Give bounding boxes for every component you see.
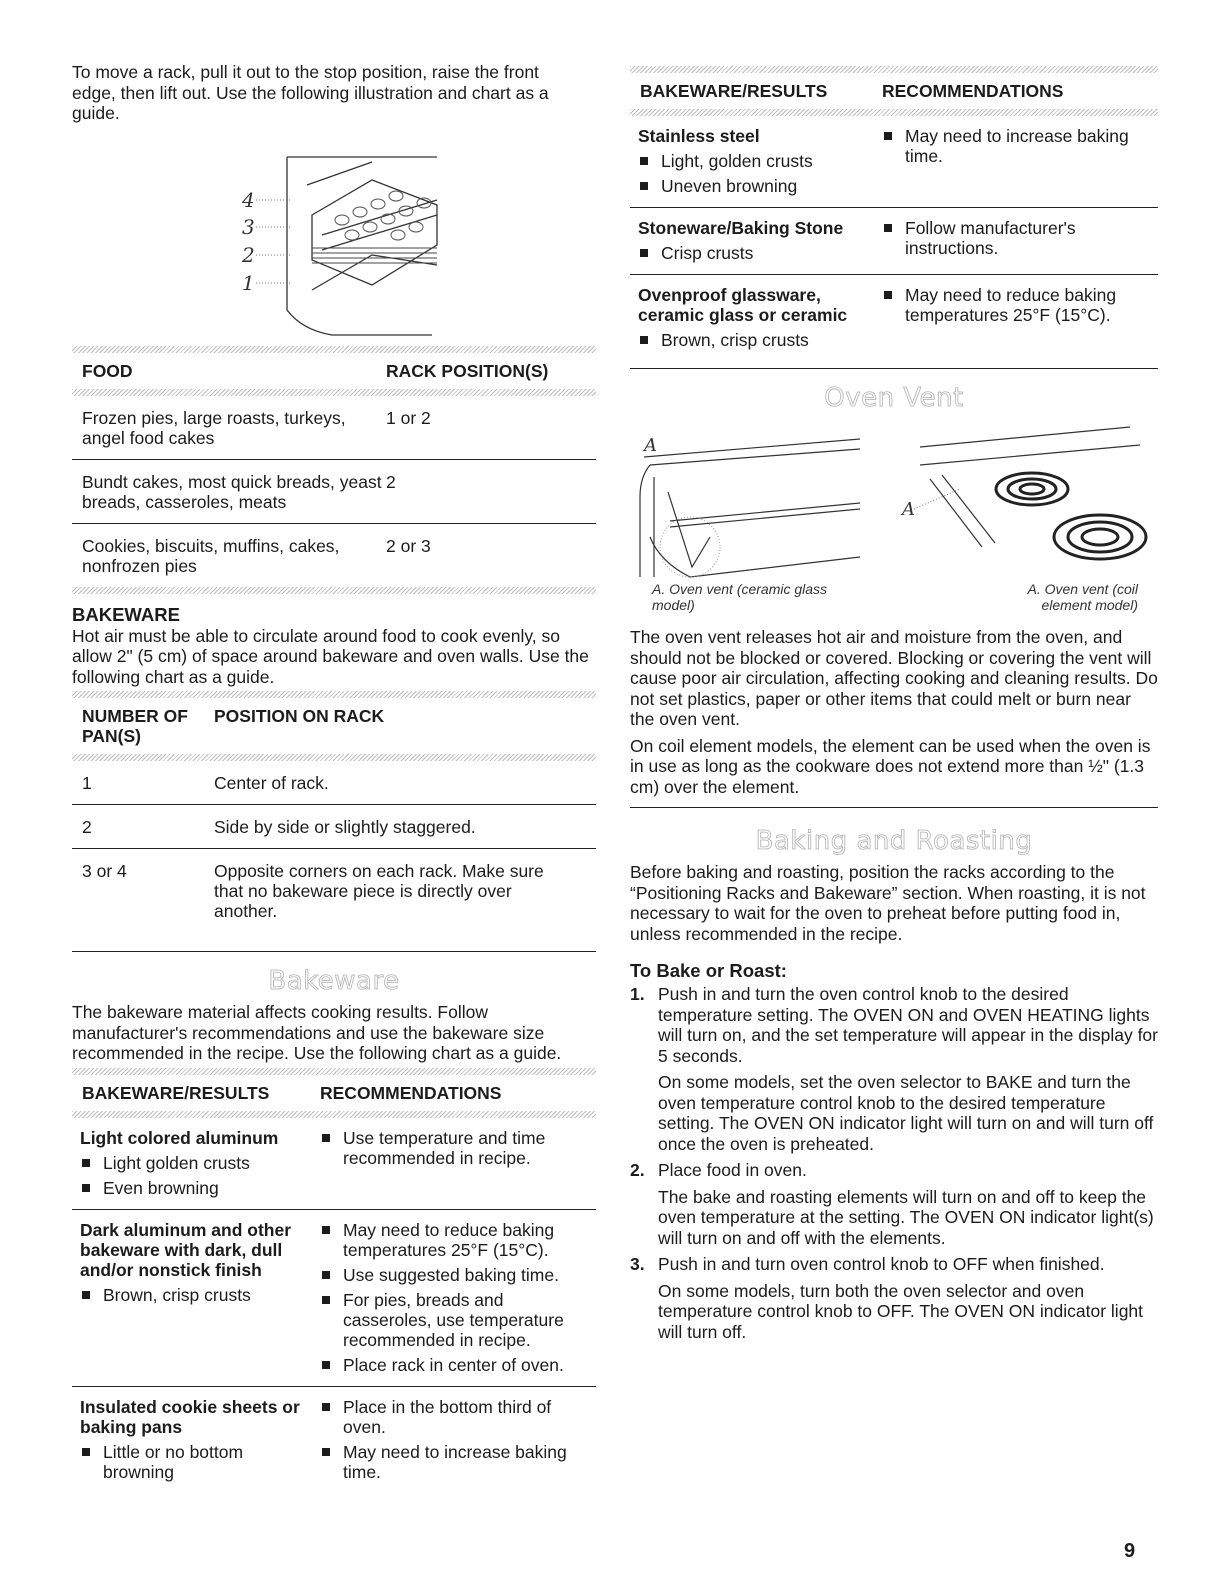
table-header [630,73,1158,109]
baking-roasting-section [630,826,1158,1342]
recommendation-item: May need to increase baking time. [343,1441,567,1482]
bakeware-section [72,966,596,1064]
bullet-icon [322,1361,330,1369]
recommendation-item: Place rack in center of oven. [343,1354,564,1375]
oven-vent-title: Oven Vent [824,383,964,413]
table-row [630,208,1158,274]
rack-illustration [72,140,596,340]
bullet-icon [82,1291,90,1299]
recommendation-item: Follow manufacturer's instructions. [905,218,1076,258]
bullet-icon [322,1403,330,1411]
bakeware-name: Stoneware/Baking Stone [638,218,844,238]
bakeware-subheading: BAKEWARE [72,603,180,625]
position-cell: 2 or 3 [386,535,431,556]
header-recommendations: RECOMMENDATIONS [320,1082,502,1103]
rack-label-3: 3 [242,214,255,239]
table-header [72,698,596,754]
pan-count-cell: 2 [82,817,92,837]
bullet-icon [884,291,892,299]
bakeware-name: Stainless steel [638,126,760,146]
bakeware-name: Insulated cookie sheets or baking pans [80,1396,300,1437]
baking-roasting-title: Baking and Roasting [755,826,1033,856]
step-number: 2. [630,1160,645,1180]
result-item: Crisp crusts [661,243,754,263]
step-item [630,1160,1158,1248]
position-cell: 2 [386,471,396,492]
caption-ceramic-model: A. Oven vent (ceramic glass model) [652,581,828,613]
bakeware-subsection [72,604,596,688]
table-header [72,1075,596,1111]
pan-position-cell: Opposite corners on each rack. Make sure that no bakeware piece is directly over another. [214,861,544,921]
step-item [630,1254,1158,1342]
bullet-icon [640,182,648,190]
position-cell: 1 or 2 [386,407,431,428]
result-item: Uneven browning [661,176,798,196]
result-item: Brown, crisp crusts [661,330,809,350]
oven-vent-section [630,383,1158,797]
header-number-of-pans: NUMBER OF PAN(S) [82,706,188,746]
bullet-icon [82,1448,90,1456]
bullet-icon [322,1226,330,1234]
pan-count-cell: 1 [82,773,92,793]
pan-position-table [72,691,596,952]
pan-position-cell: Side by side or slightly staggered. [214,817,476,837]
recommendation-item: For pies, breads and casseroles, use temperature recommended in recipe. [343,1289,564,1350]
rack-label-2: 2 [242,242,255,267]
result-item: Even browning [103,1177,219,1198]
vent-captions [630,581,1158,613]
bullet-icon [322,1134,330,1142]
vent-label-coil: A [902,499,915,520]
bakeware-name: Dark aluminum and other bakeware with dark, dull and/or nonstick finish [80,1219,292,1280]
step-text: Push in and turn oven control knob to OFF when finished. [658,1254,1105,1274]
table-row [72,1210,596,1386]
step-number: 1. [630,984,645,1004]
pan-position-cell: Center of rack. [214,773,329,793]
pan-count-cell: 3 or 4 [82,861,127,881]
step-note: The bake and roasting elements will turn on and off to keep the oven temperature at the setting. The OVEN ON indicator light(s) will turn on and off with the elements. [658,1186,1154,1248]
bullet-icon [82,1184,90,1192]
recommendation-item: Place in the bottom third of oven. [343,1396,552,1437]
right-column [630,66,1158,1342]
rack-position-table [72,346,596,594]
step-number: 3. [630,1254,645,1274]
bullet-icon [640,157,648,165]
step-note: On some models, set the oven selector to BAKE and turn the oven temperature control knob to the desired temperature setting. The OVEN ON indicator light will turn on and will turn off once the oven is preheated. [658,1072,1154,1154]
caption-coil-model: A. Oven vent (coil element model) [1027,581,1138,613]
result-item: Light, golden crusts [661,151,813,171]
bullet-icon [322,1448,330,1456]
step-text: Place food in oven. [658,1160,807,1180]
bullet-icon [640,336,648,344]
bullet-icon [640,249,648,257]
food-cell: Frozen pies, large roasts, turkeys, angel food cakes [82,407,346,448]
header-bakeware-results: BAKEWARE/RESULTS [82,1082,270,1103]
bullet-icon [322,1271,330,1279]
food-cell: Cookies, biscuits, muffins, cakes, nonfrozen pies [82,535,340,576]
header-rack-position: RACK POSITION(S) [386,360,549,381]
intro-paragraph: To move a rack, pull it out to the stop position, raise the front edge, then lift out. Use the following illustration and chart as a guide. [72,62,549,123]
bakeware-results-table-left [72,1068,596,1493]
table-row [72,805,596,848]
bakeware-results-table-right [630,66,1158,369]
table-row [72,524,596,587]
table-row [72,396,596,459]
bullet-icon [82,1159,90,1167]
bakeware-subsection-text: Hot air must be able to circulate around food to cook evenly, so allow 2" (5 cm) of space around bakeware and oven walls. Use the following chart as a guide. [72,625,589,687]
oven-vent-paragraph-2: On coil element models, the element can be used when the oven is in use as long as the cookware does not extend more than ½" (1.3 cm) over the element. [630,735,1151,797]
rack-label-4: 4 [242,187,255,212]
table-row [72,1118,596,1209]
page-number: 9 [1124,1540,1136,1562]
step-item [630,984,1158,1154]
baking-roasting-intro: Before baking and roasting, position the racks according to the “Positioning Racks and Bakeware” section. When roasting, it is not necessary to wait for the oven to preheat before putting food in, unless recommended in the recipe. [630,862,1146,944]
table-row [72,849,596,951]
result-item: Little or no bottom browning [103,1441,244,1482]
recommendation-item: Use temperature and time recommended in recipe. [343,1127,546,1168]
table-row [72,1387,596,1493]
bakeware-name: Light colored aluminum [80,1127,279,1148]
header-bakeware-results: BAKEWARE/RESULTS [640,81,828,101]
bullet-icon [322,1296,330,1304]
result-item: Brown, crisp crusts [103,1284,251,1305]
bakeware-section-text: The bakeware material affects cooking results. Follow manufacturer's recommendations and use the bakeware size recommended in the recipe. Use the following chart as a guide. [72,1002,562,1063]
rack-label-1: 1 [242,270,255,295]
recommendation-item: Use suggested baking time. [343,1264,559,1285]
table-header [72,353,596,389]
recommendation-item: May need to reduce baking temperatures 25°F (15°C). [905,285,1117,325]
bakeware-section-title: Bakeware [268,966,400,996]
vent-label-ceramic: A [644,435,657,456]
recommendation-item: May need to increase baking time. [905,126,1129,166]
step-text: Push in and turn the oven control knob to the desired temperature setting. The OVEN ON and OVEN HEATING lights will turn on, and the set temperature will appear in the display for 5 seconds. [658,984,1158,1066]
table-row [72,460,596,523]
bakeware-name: Ovenproof glassware, ceramic glass or ceramic [638,285,848,325]
left-column [72,62,596,1493]
recommendation-item: May need to reduce baking temperatures 25°F (15°C). [343,1219,555,1260]
table-row [630,116,1158,207]
oven-vent-figures [630,417,1158,585]
bake-roast-subheading: To Bake or Roast: [630,960,787,981]
table-row [72,761,596,804]
header-food: FOOD [82,360,133,381]
step-note: On some models, turn both the oven selector and oven temperature control knob to OFF. The OVEN ON indicator light will turn off. [658,1280,1144,1342]
bullet-icon [884,224,892,232]
header-recommendations: RECOMMENDATIONS [882,81,1064,101]
oven-vent-diagram [630,417,1158,585]
bullet-icon [884,132,892,140]
table-row [630,275,1158,368]
result-item: Light golden crusts [103,1152,250,1173]
oven-vent-paragraph-1: The oven vent releases hot air and moisture from the oven, and should not be blocked or covered. Blocking or covering the vent will cause poor air circulation, affecting cooking and cleaning results. Do not set plastics, paper or other items that could melt or burn near the oven vent. [630,627,1158,729]
rack-diagram [72,140,596,340]
header-position-on-rack: POSITION ON RACK [214,706,385,726]
food-cell: Bundt cakes, most quick breads, yeast breads, casseroles, meats [82,471,382,512]
